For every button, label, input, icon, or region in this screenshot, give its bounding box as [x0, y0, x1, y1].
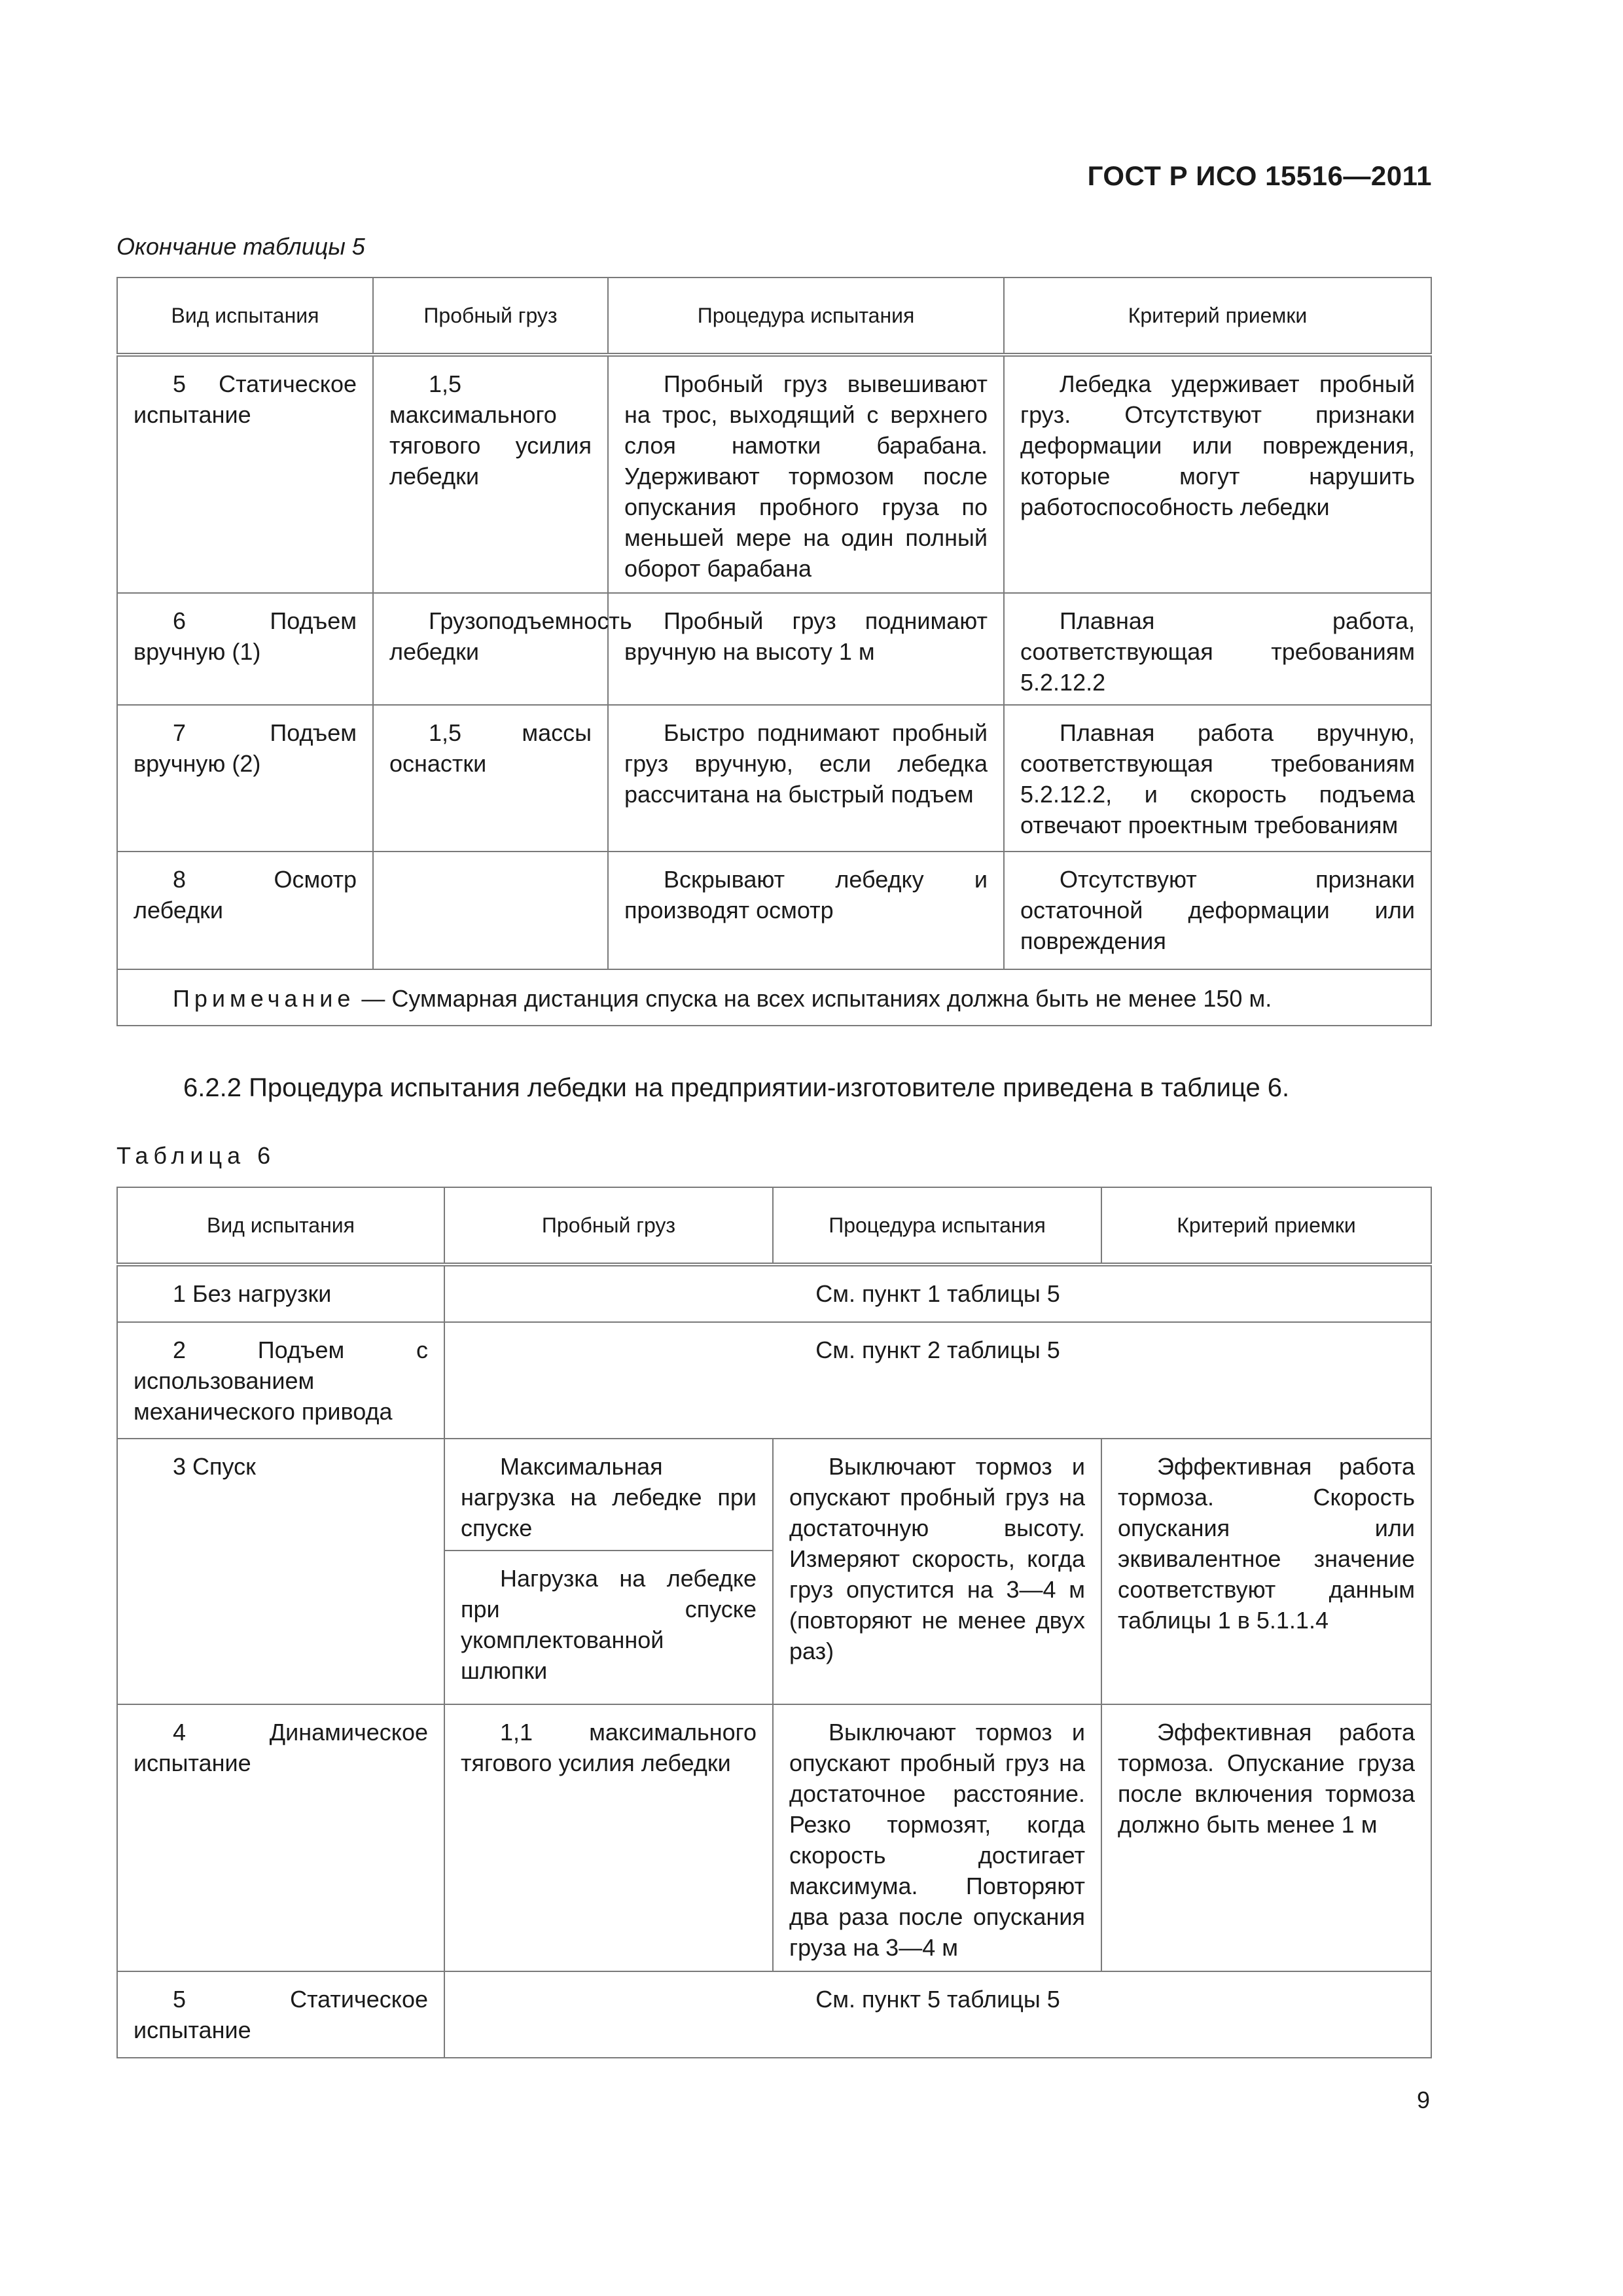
- table5-cell-criterion: Лебедка удерживает пробный груз. Отсутствуют признаки деформации или повреждения, которые могут нарушить работоспособность лебедки: [1004, 355, 1431, 593]
- table5-cell-criterion: Отсутствуют признаки остаточной деформации или повреждения: [1004, 852, 1431, 969]
- paragraph-6-2-2: 6.2.2 Процедура испытания лебедки на предприятии-изготовителе приведена в таблице 6.: [183, 1073, 1290, 1102]
- table-row: [117, 705, 1431, 852]
- table5-cell-criterion: Плавная работа, соответствующая требованиям 5.2.12.2: [1004, 593, 1431, 705]
- table6-cell-reference: См. пункт 1 таблицы 5: [444, 1265, 1431, 1322]
- table5-cell-procedure: Быстро поднимают пробный груз вручную, если лебедка рассчитана на быстрый подъем: [608, 705, 1004, 852]
- table5-col-criterion: Критерий приемки: [1004, 278, 1431, 355]
- table6-col-criterion: Критерий приемки: [1101, 1187, 1431, 1265]
- table5-cell-type: 5 Статическое испытание: [117, 355, 373, 593]
- table-row: [117, 1265, 1431, 1322]
- table5-cell-load: Грузоподъемность лебедки: [373, 593, 608, 705]
- table5-cell-load: [373, 852, 608, 969]
- table6-cell-procedure: Выключают тормоз и опускают пробный груз на достаточное расстояние. Резко тормозят, когда скорость достигает максимума. Повторяют два раза после опускания груза на 3—4 м: [773, 1704, 1101, 1971]
- table5-header-row: [117, 278, 1431, 355]
- table-row: [117, 1704, 1431, 1971]
- table5-note-row: [117, 969, 1431, 1026]
- table6-cell-type: 4 Динамическое испытание: [117, 1704, 444, 1971]
- table6-cell-criterion: Эффективная работа тормоза. Скорость опускания или эквивалентное значение соответствуют данным таблицы 1 в 5.1.1.4: [1101, 1439, 1431, 1704]
- table-row: [117, 852, 1431, 969]
- table-row: [117, 1971, 1431, 2058]
- table6-cell-reference: См. пункт 2 таблицы 5: [444, 1322, 1431, 1439]
- note-text: — Суммарная дистанция спуска на всех испытаниях должна быть не менее 150 м.: [355, 985, 1272, 1012]
- table5-cell-type: 8 Осмотр лебедки: [117, 852, 373, 969]
- table6-cell-criterion: Эффективная работа тормоза. Опускание груза после включения тормоза должно быть менее 1 м: [1101, 1704, 1431, 1971]
- table6-col-load: Пробный груз: [444, 1187, 773, 1265]
- table6-cell-load-boat: Нагрузка на лебедке при спуске укомплектованной шлюпки: [444, 1551, 773, 1704]
- note-label: Примечание: [173, 985, 355, 1012]
- table5-col-type: Вид испытания: [117, 278, 373, 355]
- table5-cell-type: 7 Подъем вручную (2): [117, 705, 373, 852]
- table6-cell-type: 3 Спуск: [117, 1439, 444, 1704]
- table6-caption: Таблица 6: [116, 1142, 276, 1169]
- table5-cell-criterion: Плавная работа вручную, соответствующая требованиям 5.2.12.2, и скорость подъема отвечают проектным требованиям: [1004, 705, 1431, 852]
- table-row: [117, 1322, 1431, 1439]
- table-5: [116, 277, 1432, 1026]
- table6-cell-load-max: Максимальная нагрузка на лебедке при спуске: [444, 1439, 773, 1551]
- table5-cell-load: 1,5 максимального тягового усилия лебедки: [373, 355, 608, 593]
- table-row: [117, 593, 1431, 705]
- table6-col-procedure: Процедура испытания: [773, 1187, 1101, 1265]
- table5-caption: Окончание таблицы 5: [116, 233, 365, 260]
- table6-cell-type: 2 Подъем с использованием механического привода: [117, 1322, 444, 1439]
- table5-cell-type: 6 Подъем вручную (1): [117, 593, 373, 705]
- table6-cell-type: 5 Статическое испытание: [117, 1971, 444, 2058]
- table5-cell-procedure: Вскрывают лебедку и производят осмотр: [608, 852, 1004, 969]
- table6-cell-type: 1 Без нагрузки: [117, 1265, 444, 1322]
- table5-note: [117, 969, 1431, 1026]
- table6-cell-procedure: Выключают тормоз и опускают пробный груз на достаточную высоту. Измеряют скорость, когда груз опустится на 3—4 м (повторяют не менее двух раз): [773, 1439, 1101, 1704]
- table5-cell-load: 1,5 массы оснастки: [373, 705, 608, 852]
- table5-col-procedure: Процедура испытания: [608, 278, 1004, 355]
- table5-cell-procedure: Пробный груз поднимают вручную на высоту 1 м: [608, 593, 1004, 705]
- table5-cell-procedure: Пробный груз вывешивают на трос, выходящий с верхнего слоя намотки барабана. Удерживают тормозом после опускания пробного груза по меньшей мере на один полный оборот барабана: [608, 355, 1004, 593]
- table6-cell-reference: См. пункт 5 таблицы 5: [444, 1971, 1431, 2058]
- page-number: 9: [1416, 2087, 1430, 2113]
- table-6: [116, 1187, 1432, 2058]
- table6-header-row: [117, 1187, 1431, 1265]
- table-row: [117, 355, 1431, 593]
- table6-cell-load: 1,1 максимального тягового усилия лебедки: [444, 1704, 773, 1971]
- document-code-header: ГОСТ Р ИСО 15516—2011: [1087, 160, 1432, 191]
- table-row: [117, 1439, 1431, 1551]
- table6-col-type: Вид испытания: [117, 1187, 444, 1265]
- table5-col-load: Пробный груз: [373, 278, 608, 355]
